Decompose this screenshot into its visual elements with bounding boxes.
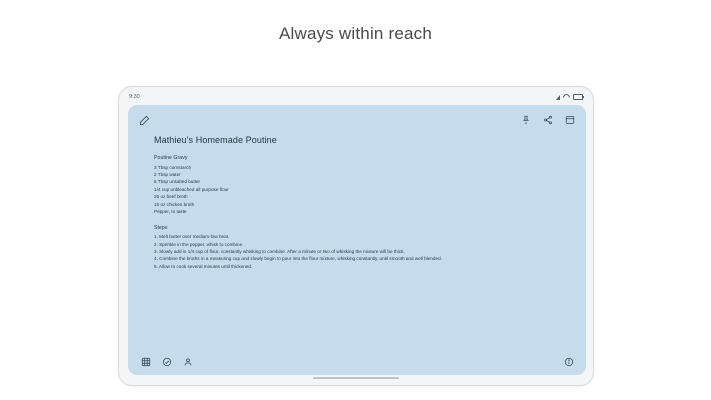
step-line: 3. Slowly add in 1/4 cup of flour, constantly whisking to combine. After a minute or two of whisking the mixture will be thick. bbox=[154, 248, 405, 254]
status-time: 9:30 bbox=[129, 94, 140, 100]
checklist-icon[interactable] bbox=[161, 356, 172, 367]
step-line: 4. Combine the broths in a measuring cup and slowly begin to pour into the flour mixture, whisking constantly, until smooth and well blended. bbox=[154, 256, 442, 262]
pen-tool-icon[interactable] bbox=[138, 114, 151, 127]
battery-icon bbox=[573, 94, 583, 101]
home-indicator[interactable] bbox=[313, 377, 399, 380]
step-line: 5. Allow to cook several minutes until thickened. bbox=[154, 263, 253, 269]
note-bottom-left bbox=[140, 356, 193, 367]
signal-icon bbox=[556, 95, 560, 100]
wifi-icon bbox=[562, 92, 572, 102]
ingredient-line: 2 Tbsp water bbox=[154, 171, 181, 177]
page-title: Always within reach bbox=[278, 24, 433, 43]
section-heading: Steps bbox=[154, 224, 168, 231]
ingredient-line: 6 Tbsp unsalted butter bbox=[154, 179, 201, 185]
share-icon[interactable] bbox=[541, 114, 554, 127]
tablet-device bbox=[118, 86, 594, 386]
table-icon[interactable] bbox=[140, 356, 151, 367]
status-bar bbox=[119, 91, 593, 103]
note-toolbar-left bbox=[138, 114, 151, 127]
ingredient-line: Pepper, to taste bbox=[154, 209, 187, 215]
note-canvas[interactable] bbox=[128, 105, 586, 375]
note-bottom-right bbox=[563, 356, 574, 367]
pin-icon[interactable] bbox=[519, 114, 532, 127]
status-icons bbox=[556, 94, 583, 101]
info-icon[interactable] bbox=[563, 356, 574, 367]
note-section-steps bbox=[154, 225, 568, 271]
ingredient-line: 1/4 cup unbleached all purpose flour bbox=[154, 186, 229, 192]
note-body[interactable] bbox=[154, 135, 568, 279]
note-title: Mathieu's Homemade Poutine bbox=[154, 135, 277, 145]
person-icon[interactable] bbox=[182, 356, 193, 367]
step-line: 2. Sprinkle in the pepper, whisk to combine. bbox=[154, 241, 244, 247]
note-toolbar-right bbox=[519, 114, 576, 127]
note-bottom-bar bbox=[128, 356, 586, 367]
note-toolbar bbox=[128, 110, 586, 130]
section-heading: Poutine Gravy bbox=[154, 155, 188, 161]
ingredient-line: 3 Tbsp cornstarch bbox=[154, 164, 192, 170]
step-line: 1. Melt butter over medium-low heat. bbox=[154, 234, 230, 240]
export-icon[interactable] bbox=[563, 114, 576, 127]
note-section-gravy bbox=[154, 155, 568, 216]
ingredient-line: 20 oz beef broth bbox=[154, 194, 188, 200]
ingredient-line: 10 oz chicken broth bbox=[154, 201, 195, 207]
